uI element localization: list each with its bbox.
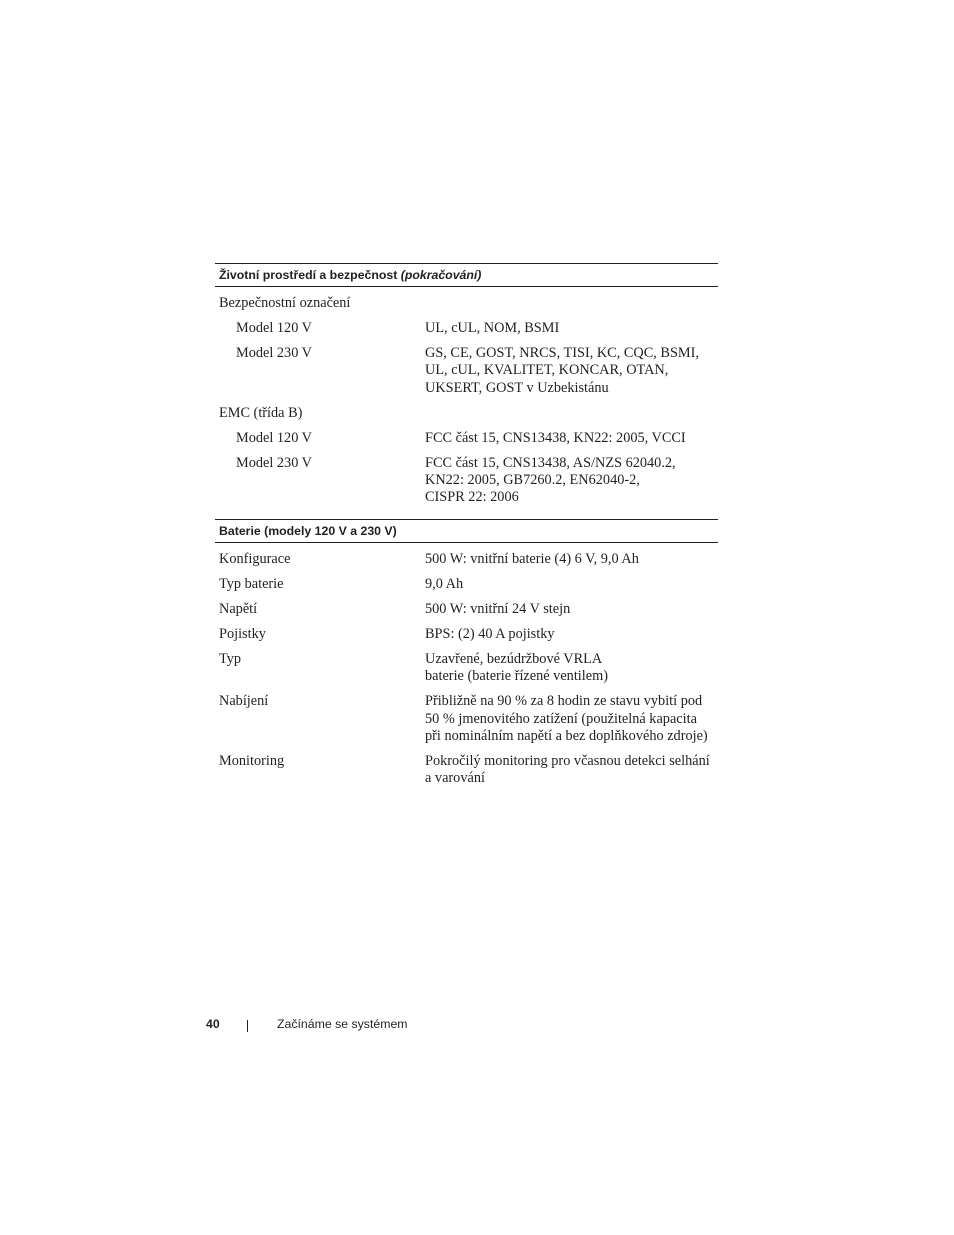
spec-value-line: 500 W: vnitřní 24 V stejn bbox=[425, 600, 571, 617]
spec-row bbox=[215, 593, 718, 618]
section-title-suffix: (pokračování) bbox=[400, 268, 482, 282]
spec-row bbox=[215, 312, 718, 337]
spec-row bbox=[215, 287, 718, 312]
section-body bbox=[215, 543, 718, 787]
spec-row bbox=[215, 643, 718, 685]
spec-value-line: CISPR 22: 2006 bbox=[425, 489, 519, 506]
spec-label: Pojistky bbox=[219, 625, 266, 642]
section-header-environment-safety bbox=[215, 263, 718, 287]
spec-row bbox=[215, 543, 718, 568]
spec-label: Model 120 V bbox=[236, 319, 312, 336]
section-title: Životní prostředí a bezpečnost bbox=[219, 268, 398, 282]
spec-value bbox=[425, 651, 725, 686]
spec-value-line: Pokročilý monitoring pro včasnou detekci selhání bbox=[425, 752, 710, 769]
spec-value-line: 9,0 Ah bbox=[425, 575, 464, 592]
spec-value-line: GS, CE, GOST, NRCS, TISI, KC, CQC, BSMI, bbox=[425, 344, 699, 361]
spec-value-line: Přibližně na 90 % za 8 hodin ze stavu vybití pod bbox=[425, 693, 703, 710]
section-title: Baterie (modely 120 V a 230 V) bbox=[219, 524, 397, 538]
spec-label: Nabíjení bbox=[219, 693, 269, 710]
spec-table-environment-safety bbox=[215, 263, 718, 506]
spec-row bbox=[215, 447, 718, 507]
spec-value bbox=[425, 345, 725, 397]
spec-label: Konfigurace bbox=[219, 551, 291, 567]
spec-row bbox=[215, 745, 718, 787]
spec-value-line: při nominálním napětí a bez doplňkového zdroje) bbox=[425, 727, 708, 744]
spec-value-line: 50 % jmenovitého zatížení (použitelná kapacita bbox=[425, 710, 697, 727]
section-body bbox=[215, 287, 718, 506]
spec-value-line: FCC část 15, CNS13438, AS/NZS 62040.2, bbox=[425, 454, 676, 471]
spec-label: Model 230 V bbox=[236, 454, 312, 471]
spec-value-line: UL, cUL, KVALITET, KONCAR, OTAN, bbox=[425, 362, 669, 379]
spec-label: EMC (třída B) bbox=[219, 404, 303, 421]
spec-row bbox=[215, 422, 718, 447]
section-header-battery bbox=[215, 519, 718, 543]
spec-value-line: KN22: 2005, GB7260.2, EN62040-2, bbox=[425, 471, 640, 488]
spec-label: Napětí bbox=[219, 600, 258, 617]
spec-value bbox=[425, 430, 725, 447]
spec-value-line: UL, cUL, NOM, BSMI bbox=[425, 319, 560, 336]
spec-value-line: baterie (baterie řízené ventilem) bbox=[425, 668, 608, 685]
spec-row bbox=[215, 337, 718, 397]
spec-table-battery bbox=[215, 519, 718, 787]
spec-label: Bezpečnostní označení bbox=[219, 295, 351, 311]
spec-value-line: Uzavřené, bezúdržbové VRLA bbox=[425, 650, 603, 667]
spec-label: Model 230 V bbox=[236, 344, 312, 361]
footer-divider bbox=[247, 1020, 248, 1032]
spec-row bbox=[215, 686, 718, 746]
spec-value bbox=[425, 551, 725, 568]
spec-value-line: FCC část 15, CNS13438, KN22: 2005, VCCI bbox=[425, 429, 686, 446]
spec-label: Typ bbox=[219, 650, 242, 667]
spec-value-line: 500 W: vnitřní baterie (4) 6 V, 9,0 Ah bbox=[425, 550, 639, 567]
spec-value-line: BPS: (2) 40 A pojistky bbox=[425, 625, 555, 642]
spec-label: Typ baterie bbox=[219, 575, 284, 592]
spec-value bbox=[425, 601, 725, 618]
spec-value bbox=[425, 693, 725, 745]
spec-row bbox=[215, 568, 718, 593]
spec-value-line: UKSERT, GOST v Uzbekistánu bbox=[425, 379, 609, 396]
spec-value bbox=[425, 320, 725, 337]
spec-value bbox=[425, 455, 725, 507]
spec-row bbox=[215, 397, 718, 422]
page-number: 40 bbox=[206, 1017, 220, 1031]
spec-value bbox=[425, 576, 725, 593]
chapter-title: Začínáme se systémem bbox=[277, 1017, 408, 1031]
spec-label: Monitoring bbox=[219, 752, 285, 769]
spec-value-line: a varování bbox=[425, 770, 485, 787]
spec-row bbox=[215, 618, 718, 643]
spec-value bbox=[425, 753, 725, 788]
spec-value bbox=[425, 626, 725, 643]
spec-label: Model 120 V bbox=[236, 429, 312, 446]
